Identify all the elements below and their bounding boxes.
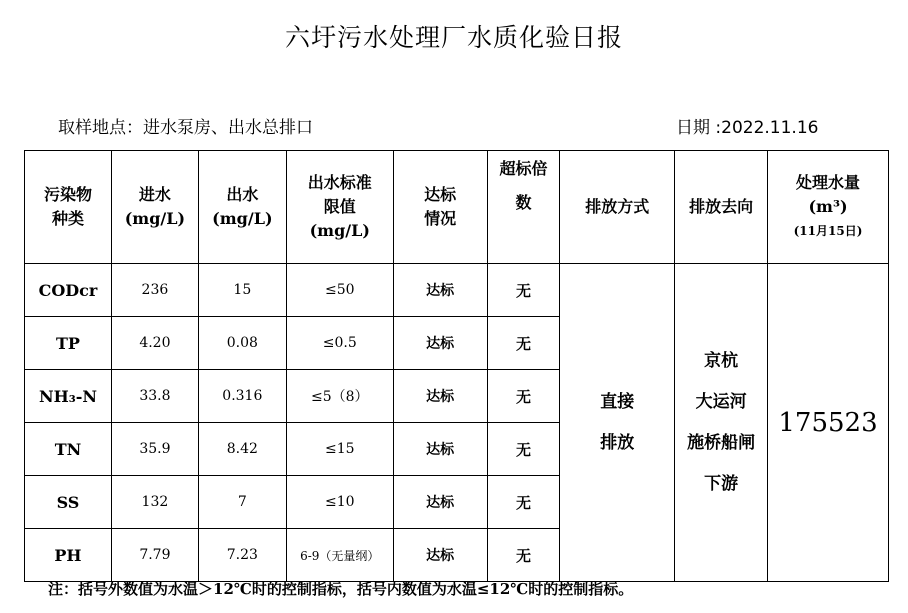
header-text: (mg/L) xyxy=(124,209,186,228)
outflow-value: 7.23 xyxy=(198,529,286,582)
header-status xyxy=(393,151,487,264)
pollutant-name: CODcr xyxy=(25,264,112,317)
inflow-value: 236 xyxy=(111,264,198,317)
pollutant-name: PH xyxy=(25,529,112,582)
sampling-location: 取样地点：进水泵房、出水总排口 xyxy=(58,118,313,138)
limit-value: ≤50 xyxy=(286,264,393,317)
report-date: 日期 :2022.11.16 xyxy=(676,118,819,138)
inflow-value: 7.79 xyxy=(111,529,198,582)
discharge-method xyxy=(560,264,675,582)
limit-value: ≤15 xyxy=(286,423,393,476)
header-text: 出水标准 xyxy=(307,173,372,192)
header-text: 超标倍 xyxy=(499,159,548,178)
table-row xyxy=(25,264,889,317)
status-value: 达标 xyxy=(393,529,487,582)
header-text: (mg/L) xyxy=(212,209,273,228)
status-value: 达标 xyxy=(393,264,487,317)
pollutant-name: NH₃-N xyxy=(25,370,112,423)
exceed-value: 无 xyxy=(487,476,560,529)
inflow-value: 4.20 xyxy=(111,317,198,370)
header-outflow xyxy=(198,151,286,264)
status-value: 达标 xyxy=(393,423,487,476)
discharge-dest-line: 下游 xyxy=(704,473,739,494)
outflow-value: 15 xyxy=(198,264,286,317)
header-text: 处理水量 xyxy=(796,173,861,192)
header-row xyxy=(25,151,889,264)
discharge-dest-line: 施桥船闸 xyxy=(687,432,756,453)
exceed-value: 无 xyxy=(487,317,560,370)
header-text: 数 xyxy=(515,193,532,212)
treated-volume: 175523 xyxy=(768,264,889,582)
header-volume xyxy=(768,151,889,264)
status-value: 达标 xyxy=(393,317,487,370)
header-text: 达标 xyxy=(424,185,457,204)
discharge-dest-line: 京杭 xyxy=(704,350,739,371)
limit-value: ≤10 xyxy=(286,476,393,529)
header-text: 情况 xyxy=(424,209,457,228)
exceed-value: 无 xyxy=(487,264,560,317)
discharge-destination xyxy=(675,264,768,582)
report-title: 六圩污水处理厂水质化验日报 xyxy=(284,23,623,52)
outflow-value: 0.316 xyxy=(198,370,286,423)
limit-value: 6-9（无量纲） xyxy=(286,529,393,582)
header-text: 出水 xyxy=(226,185,259,204)
outflow-value: 7 xyxy=(198,476,286,529)
pollutant-name: SS xyxy=(25,476,112,529)
header-text: (11月15日) xyxy=(793,224,863,238)
header-pollutant xyxy=(25,151,112,264)
outflow-value: 8.42 xyxy=(198,423,286,476)
header-text: 种类 xyxy=(51,209,84,228)
outflow-value: 0.08 xyxy=(198,317,286,370)
limit-value: ≤5（8） xyxy=(286,370,393,423)
header-text: (mg/L) xyxy=(309,221,370,240)
header-text: (m³) xyxy=(808,197,848,216)
header-text: 限值 xyxy=(323,197,356,216)
exceed-value: 无 xyxy=(487,370,560,423)
header-exceed xyxy=(487,151,560,264)
inflow-value: 33.8 xyxy=(111,370,198,423)
exceed-value: 无 xyxy=(487,423,560,476)
discharge-method-line: 排放 xyxy=(600,432,635,453)
inflow-value: 132 xyxy=(111,476,198,529)
discharge-method-line: 直接 xyxy=(600,391,635,412)
footnote: 注：括号外数值为水温＞12℃时的控制指标，括号内数值为水温≤12℃时的控制指标。 xyxy=(48,580,634,598)
pollutant-name: TN xyxy=(25,423,112,476)
discharge-dest-line: 大运河 xyxy=(695,391,747,412)
exceed-value: 无 xyxy=(487,529,560,582)
header-text: 污染物 xyxy=(43,185,92,204)
pollutant-name: TP xyxy=(25,317,112,370)
header-discharge-dest: 排放去向 xyxy=(675,151,768,264)
water-quality-table xyxy=(24,150,889,582)
limit-value: ≤0.5 xyxy=(286,317,393,370)
status-value: 达标 xyxy=(393,370,487,423)
header-discharge-method: 排放方式 xyxy=(560,151,675,264)
header-inflow xyxy=(111,151,198,264)
header-text: 进水 xyxy=(138,185,171,204)
status-value: 达标 xyxy=(393,476,487,529)
header-limit xyxy=(286,151,393,264)
inflow-value: 35.9 xyxy=(111,423,198,476)
